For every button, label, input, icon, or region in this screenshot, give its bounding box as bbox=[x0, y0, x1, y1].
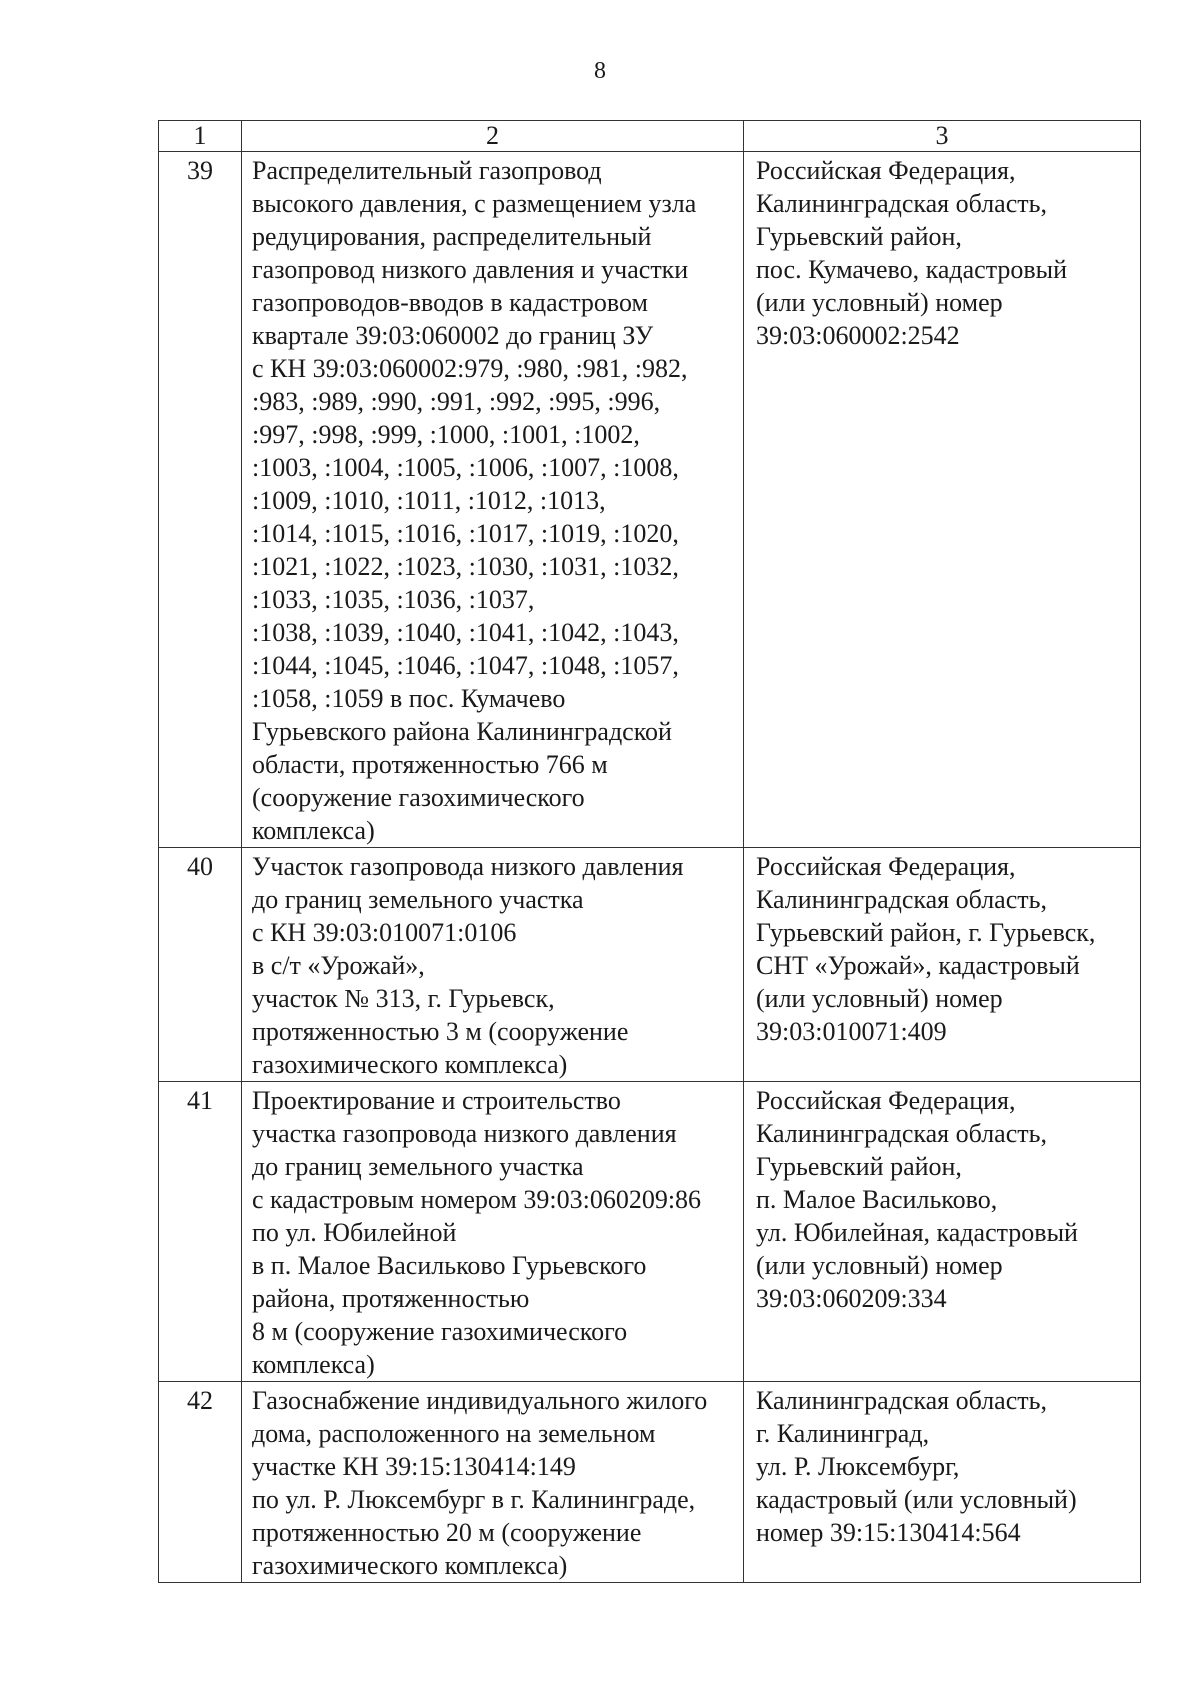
row-number: 42 bbox=[159, 1382, 242, 1583]
registry-table bbox=[158, 120, 1141, 1583]
row-number: 39 bbox=[159, 152, 242, 848]
location-line: Гурьевский район, bbox=[756, 222, 962, 251]
facility-name-line: :1044, :1045, :1046, :1047, :1048, :1057, bbox=[252, 651, 679, 680]
facility-name-line: газохимического комплекса) bbox=[252, 1551, 568, 1580]
facility-name-line: :1003, :1004, :1005, :1006, :1007, :1008, bbox=[252, 453, 679, 482]
facility-name-line: протяженностью 20 м (сооружение bbox=[252, 1518, 642, 1547]
location-line: п. Малое Васильково, bbox=[756, 1185, 998, 1214]
facility-name-line: в п. Малое Васильково Гурьевского bbox=[252, 1251, 647, 1280]
table-row bbox=[159, 1382, 1141, 1583]
location-line: кадастровый (или условный) bbox=[756, 1485, 1077, 1514]
facility-name-line: :1021, :1022, :1023, :1030, :1031, :1032, bbox=[252, 552, 679, 581]
facility-name-line: Проектирование и строительство bbox=[252, 1086, 621, 1115]
column-header-2: 2 bbox=[242, 121, 744, 152]
facility-name-line: газопровод низкого давления и участки bbox=[252, 255, 689, 284]
facility-name-line: Гурьевского района Калининградской bbox=[252, 717, 672, 746]
facility-name-line: до границ земельного участка bbox=[252, 885, 584, 914]
location-line: ул. Юбилейная, кадастровый bbox=[756, 1218, 1078, 1247]
facility-name-line: по ул. Юбилейной bbox=[252, 1218, 457, 1247]
facility-name-line: участок № 313, г. Гурьевск, bbox=[252, 984, 555, 1013]
location-line: Калининградская область, bbox=[756, 885, 1047, 914]
facility-name-line: квартале 39:03:060002 до границ ЗУ bbox=[252, 321, 654, 350]
facility-name-line: до границ земельного участка bbox=[252, 1152, 584, 1181]
page-number: 8 bbox=[594, 58, 606, 84]
facility-name-line: комплекса) bbox=[252, 816, 375, 845]
facility-name-line: области, протяженностью 766 м bbox=[252, 750, 608, 779]
facility-name-line: высокого давления, с размещением узла bbox=[252, 189, 697, 218]
location-cell bbox=[744, 152, 1141, 848]
facility-name-line: по ул. Р. Люксембург в г. Калининграде, bbox=[252, 1485, 696, 1514]
location-line: 39:03:010071:409 bbox=[756, 1017, 947, 1046]
facility-name-line: с КН 39:03:010071:0106 bbox=[252, 918, 517, 947]
location-line: 39:03:060002:2542 bbox=[756, 321, 960, 350]
location-line: г. Калининград, bbox=[756, 1419, 930, 1448]
location-line: Калининградская область, bbox=[756, 1386, 1047, 1415]
facility-name-line: :1038, :1039, :1040, :1041, :1042, :1043, bbox=[252, 618, 679, 647]
facility-name-line: участка газопровода низкого давления bbox=[252, 1119, 677, 1148]
location-cell bbox=[744, 1082, 1141, 1382]
location-cell bbox=[744, 1382, 1141, 1583]
table-row bbox=[159, 1082, 1141, 1382]
location-line: СНТ «Урожай», кадастровый bbox=[756, 951, 1080, 980]
facility-name-line: :1058, :1059 в пос. Кумачево bbox=[252, 684, 566, 713]
facility-name-line: с КН 39:03:060002:979, :980, :981, :982, bbox=[252, 354, 688, 383]
location-line: номер 39:15:130414:564 bbox=[756, 1518, 1021, 1547]
facility-name-cell bbox=[242, 848, 744, 1082]
facility-name-line: участке КН 39:15:130414:149 bbox=[252, 1452, 576, 1481]
location-line: Калининградская область, bbox=[756, 1119, 1047, 1148]
facility-name-line: :983, :989, :990, :991, :992, :995, :996, bbox=[252, 387, 661, 416]
facility-name-line: :1033, :1035, :1036, :1037, bbox=[252, 585, 535, 614]
location-line: ул. Р. Люксембург, bbox=[756, 1452, 960, 1481]
facility-name-line: 8 м (сооружение газохимического bbox=[252, 1317, 628, 1346]
row-number: 40 bbox=[159, 848, 242, 1082]
column-header-3: 3 bbox=[744, 121, 1141, 152]
location-line: (или условный) номер bbox=[756, 1251, 1003, 1280]
table-row bbox=[159, 848, 1141, 1082]
location-line: (или условный) номер bbox=[756, 984, 1003, 1013]
facility-name-line: протяженностью 3 м (сооружение bbox=[252, 1017, 629, 1046]
facility-name-line: (сооружение газохимического bbox=[252, 783, 585, 812]
facility-name-cell bbox=[242, 1082, 744, 1382]
location-line: Гурьевский район, г. Гурьевск, bbox=[756, 918, 1096, 947]
table-row bbox=[159, 152, 1141, 848]
location-line: Российская Федерация, bbox=[756, 156, 1016, 185]
facility-name-line: Газоснабжение индивидуального жилого bbox=[252, 1386, 708, 1415]
location-cell bbox=[744, 848, 1141, 1082]
location-line: (или условный) номер bbox=[756, 288, 1003, 317]
facility-name-line: :1009, :1010, :1011, :1012, :1013, bbox=[252, 486, 606, 515]
location-line: пос. Кумачево, кадастровый bbox=[756, 255, 1068, 284]
facility-name-line: газохимического комплекса) bbox=[252, 1050, 568, 1079]
header-row bbox=[159, 121, 1141, 152]
location-line: Российская Федерация, bbox=[756, 1086, 1016, 1115]
facility-name-line: :997, :998, :999, :1000, :1001, :1002, bbox=[252, 420, 640, 449]
facility-name-line: дома, расположенного на земельном bbox=[252, 1419, 656, 1448]
facility-name-cell bbox=[242, 1382, 744, 1583]
facility-name-line: района, протяженностью bbox=[252, 1284, 530, 1313]
facility-name-line: комплекса) bbox=[252, 1350, 375, 1379]
facility-name-line: в с/т «Урожай», bbox=[252, 951, 425, 980]
facility-name-line: редуцирования, распределительный bbox=[252, 222, 652, 251]
facility-name-line: газопроводов-вводов в кадастровом bbox=[252, 288, 648, 317]
row-number: 41 bbox=[159, 1082, 242, 1382]
location-line: Российская Федерация, bbox=[756, 852, 1016, 881]
facility-name-cell bbox=[242, 152, 744, 848]
facility-name-line: с кадастровым номером 39:03:060209:86 bbox=[252, 1185, 702, 1214]
facility-name-line: Распределительный газопровод bbox=[252, 156, 602, 185]
location-line: 39:03:060209:334 bbox=[756, 1284, 947, 1313]
facility-name-line: :1014, :1015, :1016, :1017, :1019, :1020, bbox=[252, 519, 679, 548]
column-header-1: 1 bbox=[159, 121, 242, 152]
location-line: Гурьевский район, bbox=[756, 1152, 962, 1181]
location-line: Калининградская область, bbox=[756, 189, 1047, 218]
facility-name-line: Участок газопровода низкого давления bbox=[252, 852, 684, 881]
